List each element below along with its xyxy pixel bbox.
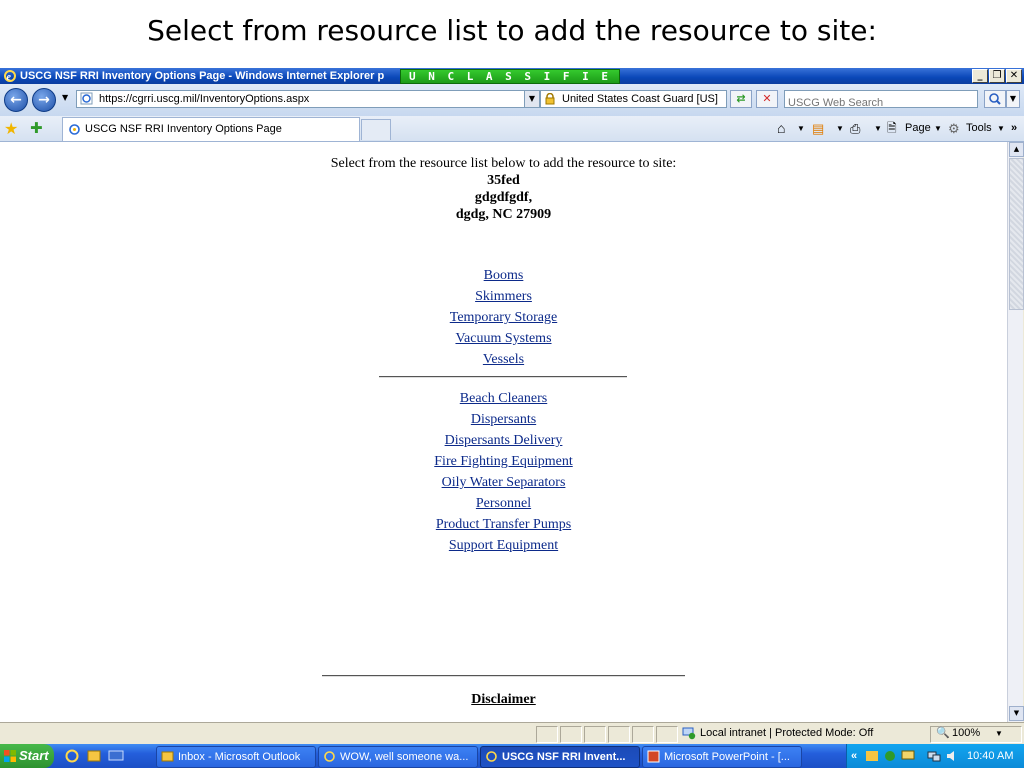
resource-link-oily-water-separators[interactable]: Oily Water Separators <box>441 475 566 490</box>
resource-link-booms[interactable]: Booms <box>483 268 524 283</box>
navigation-bar <box>0 84 1024 116</box>
disclaimer-heading: Disclaimer <box>471 692 536 707</box>
resource-link-vacuum-systems[interactable]: Vacuum Systems <box>455 331 552 346</box>
status-cell <box>584 726 606 743</box>
close-button[interactable]: ✕ <box>1006 69 1022 83</box>
search-box[interactable] <box>784 90 978 108</box>
security-report[interactable] <box>540 90 727 108</box>
resource-link-personnel[interactable]: Personnel <box>475 496 532 511</box>
divider <box>322 675 685 677</box>
page-icon <box>80 92 93 105</box>
start-button[interactable] <box>0 744 54 768</box>
minimize-button[interactable]: _ <box>972 69 988 83</box>
forward-button[interactable]: → <box>32 88 56 112</box>
resource-link-product-transfer-pumps[interactable]: Product Transfer Pumps <box>435 517 572 532</box>
zoom-dropdown-icon[interactable]: ▼ <box>995 729 1003 738</box>
windows-logo-icon <box>4 750 16 762</box>
resource-link-skimmers[interactable]: Skimmers <box>475 289 532 304</box>
lock-icon <box>544 93 556 105</box>
resource-link-beach-cleaners[interactable]: Beach Cleaners <box>459 391 548 406</box>
tools-menu[interactable]: Tools <box>966 122 992 134</box>
monitor-tray-icon[interactable] <box>901 749 915 763</box>
vertical-scrollbar[interactable] <box>1007 142 1023 722</box>
recent-pages-dropdown-icon[interactable]: ▼ <box>62 93 69 102</box>
taskbar-button-label: Inbox - Microsoft Outlook <box>178 751 301 763</box>
status-bar <box>0 722 1024 745</box>
more-commands-icon[interactable]: » <box>1011 122 1018 134</box>
title-bar <box>0 68 1024 84</box>
clock[interactable]: 10:40 AM <box>967 750 1014 762</box>
status-cell <box>656 726 678 743</box>
taskbar-button-label: WOW, well someone wa... <box>340 751 469 763</box>
resource-link-support-equipment[interactable]: Support Equipment <box>448 538 559 553</box>
taskbar-button-active[interactable] <box>480 746 640 768</box>
tab-row <box>0 116 1024 142</box>
page-dropdown-icon[interactable]: ▼ <box>934 124 942 133</box>
scroll-down-icon[interactable]: ▼ <box>1009 706 1024 721</box>
outlook-tray-icon[interactable] <box>865 749 879 763</box>
page-menu-icon: 🗎 <box>887 121 897 135</box>
tools-gear-icon: ⚙ <box>948 121 960 136</box>
feeds-dropdown-icon[interactable]: ▼ <box>836 124 844 133</box>
refresh-icon[interactable]: ⇄ <box>730 90 752 108</box>
scroll-up-icon[interactable]: ▲ <box>1009 142 1024 157</box>
browser-window <box>0 68 1024 768</box>
site-address-line: gdgdfgdf, <box>474 190 533 205</box>
tray-expand-icon[interactable]: « <box>851 750 858 762</box>
slide-title: Select from resource list to add the resource to site: <box>147 14 877 47</box>
taskbar-button-label: Microsoft PowerPoint - [... <box>664 751 790 763</box>
ie-icon <box>3 69 17 83</box>
tools-dropdown-icon[interactable]: ▼ <box>997 124 1005 133</box>
ie-page-icon <box>68 123 81 136</box>
taskbar-button-label: USCG NSF RRI Invent... <box>502 751 626 763</box>
feeds-icon[interactable]: ▤ <box>812 121 825 136</box>
home-dropdown-icon[interactable]: ▼ <box>797 124 805 133</box>
search-icon <box>985 91 1005 107</box>
certificate-label: United States Coast Guard [US] <box>562 93 718 105</box>
resource-link-fire-fighting-equipment[interactable]: Fire Fighting Equipment <box>434 454 573 469</box>
new-tab-button[interactable] <box>361 119 391 140</box>
tab-active[interactable] <box>62 117 360 141</box>
instructions-text: Select from the resource list below to add the resource to site: <box>330 156 677 171</box>
zoom-level[interactable]: 100% <box>952 727 981 739</box>
outlook-icon <box>161 750 174 763</box>
search-input[interactable] <box>788 96 972 110</box>
outlook-quicklaunch-icon[interactable] <box>86 748 102 764</box>
address-bar[interactable] <box>76 90 540 108</box>
address-dropdown-icon[interactable]: ▼ <box>524 91 539 107</box>
url-text[interactable]: https://cgrri.uscg.mil/InventoryOptions.aspx <box>99 93 310 105</box>
scroll-thumb[interactable] <box>1009 158 1024 310</box>
lan-tray-icon[interactable] <box>927 749 941 763</box>
search-button[interactable] <box>984 90 1006 108</box>
home-icon[interactable]: ⌂ <box>777 120 786 136</box>
back-button[interactable]: ← <box>4 88 28 112</box>
tab-label: USCG NSF RRI Inventory Options Page <box>85 123 282 135</box>
print-icon[interactable]: ⎙ <box>850 121 861 136</box>
print-dropdown-icon[interactable]: ▼ <box>874 124 882 133</box>
windows-taskbar <box>0 744 1024 768</box>
favorites-star-icon[interactable]: ★ <box>4 119 19 138</box>
page-menu[interactable]: Page <box>905 122 931 134</box>
taskbar-button[interactable] <box>156 746 316 768</box>
security-zone-text[interactable]: Local intranet | Protected Mode: Off <box>700 727 874 739</box>
ie-icon <box>323 750 336 763</box>
start-label: Start <box>19 748 49 763</box>
svg-text:e: e <box>6 72 11 83</box>
site-address-line: dgdg, NC 27909 <box>455 207 552 222</box>
restore-button[interactable]: ❐ <box>989 69 1005 83</box>
ie-quicklaunch-icon[interactable] <box>64 748 80 764</box>
status-cell <box>608 726 630 743</box>
taskbar-button[interactable] <box>642 746 802 768</box>
status-cell <box>632 726 654 743</box>
search-options-dropdown-icon[interactable]: ▼ <box>1006 90 1020 108</box>
show-desktop-icon[interactable] <box>108 748 124 764</box>
page-content <box>0 142 1007 722</box>
volume-icon[interactable] <box>945 749 959 763</box>
site-address-line: 35fed <box>487 173 520 188</box>
system-tray <box>846 744 1024 768</box>
ie-icon <box>485 750 498 763</box>
resource-link-vessels[interactable]: Vessels <box>482 352 525 367</box>
stop-icon[interactable]: ✕ <box>756 90 778 108</box>
classification-banner: U N C L A S S I F I E <box>400 69 620 84</box>
window-title: USCG NSF RRI Inventory Options Page - Windows Internet Explorer p <box>20 70 385 82</box>
status-cell <box>560 726 582 743</box>
resource-link-dispersants-delivery[interactable]: Dispersants Delivery <box>444 433 563 448</box>
add-favorite-icon[interactable]: ✚ <box>30 119 43 137</box>
status-cell <box>536 726 558 743</box>
resource-link-dispersants[interactable]: Dispersants <box>470 412 537 427</box>
taskbar-button[interactable] <box>318 746 478 768</box>
zoom-icon: 🔍 <box>936 727 950 739</box>
intranet-zone-icon <box>682 727 696 740</box>
resource-link-temporary-storage[interactable]: Temporary Storage <box>449 310 558 325</box>
network-tray-icon[interactable] <box>883 749 897 763</box>
powerpoint-icon <box>647 750 660 763</box>
divider <box>379 376 627 378</box>
